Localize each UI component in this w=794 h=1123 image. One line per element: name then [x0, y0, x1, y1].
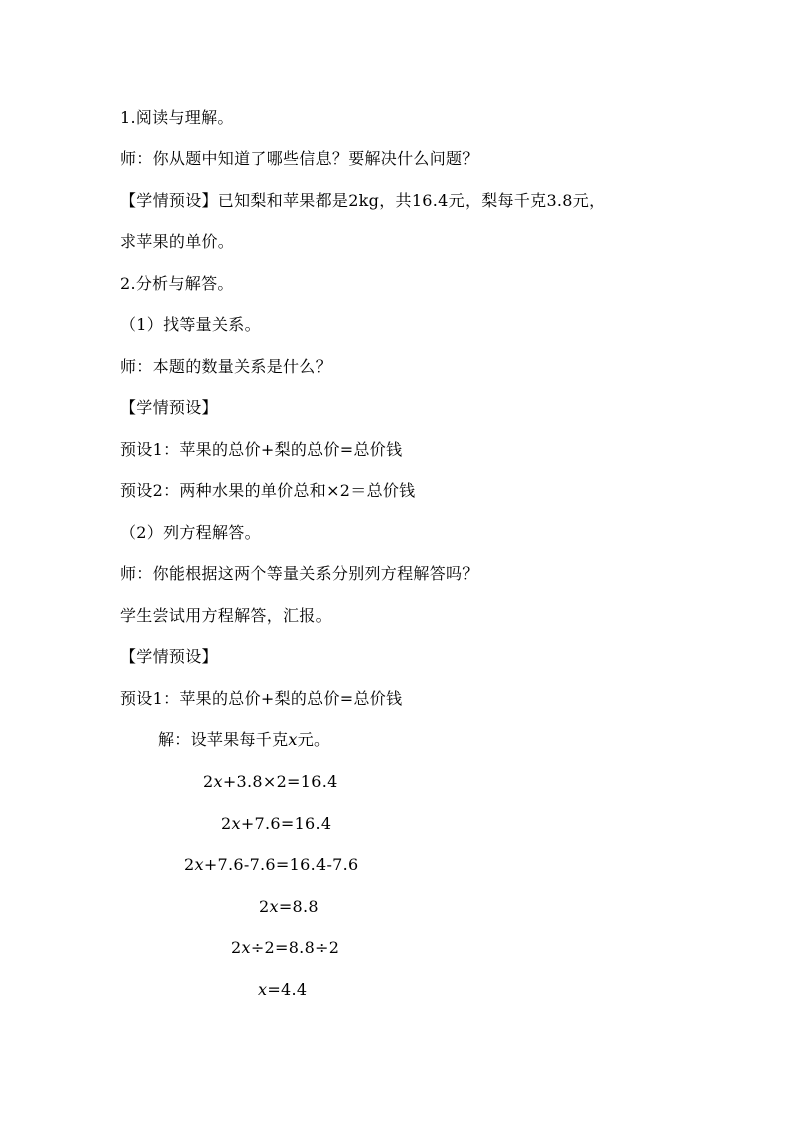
- equation-rest: =8.8: [278, 897, 319, 916]
- equation-coefficient: 2: [184, 855, 195, 874]
- preset-1: 预设1：苹果的总价+梨的总价=总价钱: [120, 440, 403, 459]
- equation-rest: +3.8×2=16.4: [222, 772, 338, 791]
- equation-line: [221, 814, 331, 834]
- equation-coefficient: 2: [221, 814, 232, 833]
- equation-variable: x: [194, 855, 204, 874]
- preset-heading-2: 【学情预设】: [120, 647, 218, 666]
- equation-rest: ÷2=8.8÷2: [250, 938, 340, 957]
- section-heading-reading: 1.阅读与理解。: [120, 108, 234, 127]
- equation-coefficient: 2: [259, 897, 270, 916]
- section-heading-analysis: 2.分析与解答。: [120, 274, 234, 293]
- equation-variable: x: [213, 772, 223, 791]
- teacher-question-relation: 师：本题的数量关系是什么？: [120, 357, 332, 376]
- solution-variable: x: [288, 730, 298, 749]
- preset-info: 【学情预设】已知梨和苹果都是2kg，共16.4元，梨每千克3.8元，: [120, 191, 606, 210]
- step-find-relation: （1）找等量关系。: [120, 315, 261, 334]
- equation-rest: +7.6-7.6=16.4-7.6: [203, 855, 359, 874]
- teacher-question: 师：你从题中知道了哪些信息？要解决什么问题？: [120, 149, 479, 168]
- equation-line: [258, 980, 307, 1000]
- equation-variable: x: [269, 897, 279, 916]
- equation-variable: x: [258, 980, 268, 999]
- solution-intro: [158, 730, 330, 750]
- equation-rest: +7.6=16.4: [240, 814, 332, 833]
- equation-variable: x: [241, 938, 251, 957]
- solution-intro-text: 解：设苹果每千克: [158, 730, 289, 749]
- step-solve-equation: （2）列方程解答。: [120, 523, 261, 542]
- equation-line: [231, 938, 339, 958]
- equation-coefficient: 2: [203, 772, 214, 791]
- equation-rest: =4.4: [267, 980, 308, 999]
- preset-2: 预设2：两种水果的单价总和×2＝总价钱: [120, 481, 416, 500]
- preset-heading: 【学情预设】: [120, 398, 218, 417]
- preset-1-repeat: 预设1：苹果的总价+梨的总价=总价钱: [120, 689, 403, 708]
- student-attempt: 学生尝试用方程解答，汇报。: [120, 606, 332, 625]
- equation-line: [184, 855, 359, 875]
- equation-variable: x: [231, 814, 241, 833]
- equation-line: [203, 772, 338, 792]
- equation-line: [259, 897, 319, 917]
- solution-intro-unit: 元。: [297, 730, 331, 749]
- equation-coefficient: 2: [231, 938, 242, 957]
- preset-info-continued: 求苹果的单价。: [120, 232, 235, 251]
- teacher-question-equations: 师：你能根据这两个等量关系分别列方程解答吗？: [120, 564, 479, 583]
